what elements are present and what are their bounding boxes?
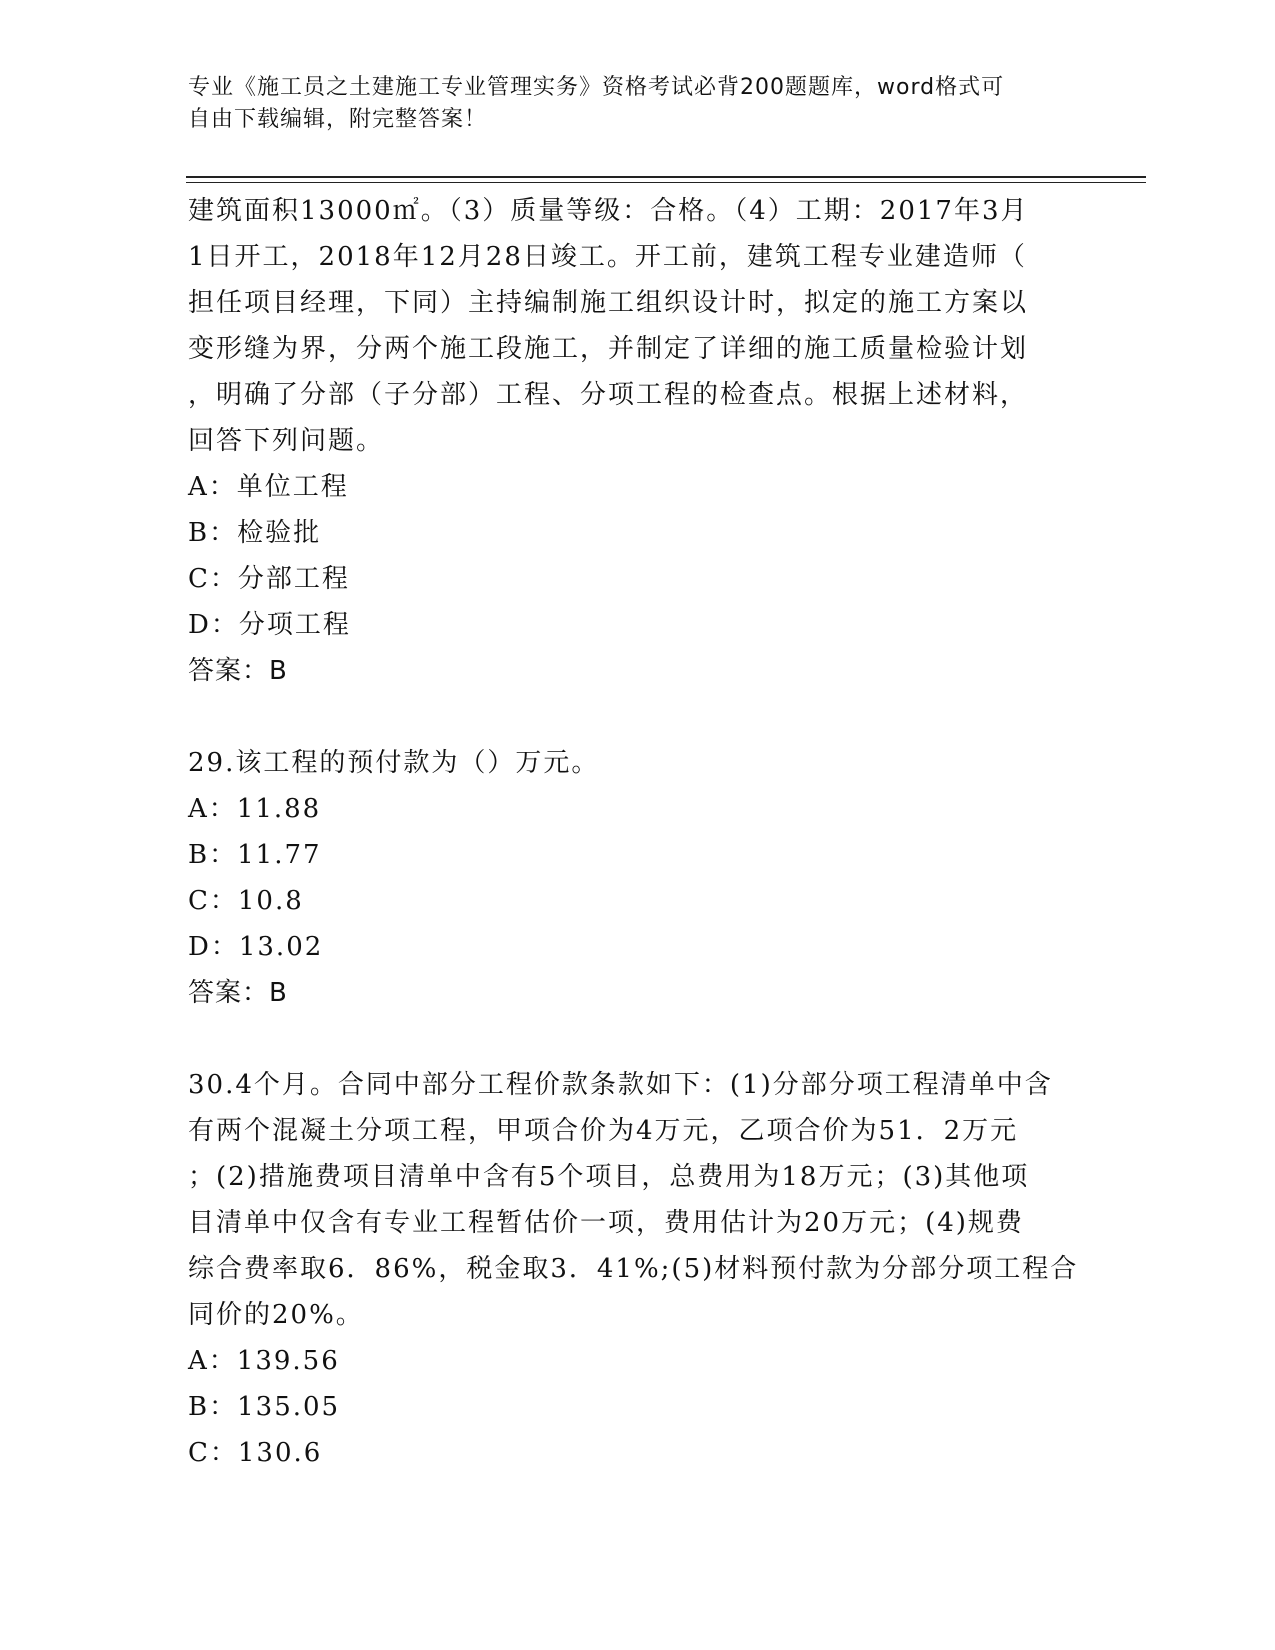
question-text-line: 29.该工程的预付款为（）万元。 [188,748,600,778]
question-text-line: 有两个混凝土分项工程，甲项合价为4万元，乙项合价为51．2万元 [188,1116,1019,1146]
question-text-line: 同价的20%。 [188,1300,364,1330]
answer-label: 答案：B [188,978,288,1008]
question-text-line: 担任项目经理，下同）主持编制施工组织设计时，拟定的施工方案以 [188,288,1029,318]
header-line-2: 自由下载编辑，附完整答案！ [188,107,488,132]
spacer [188,694,1088,740]
option-b: B：135.05 [188,1392,341,1422]
option-d: D：分项工程 [188,610,351,640]
question-28-block [188,188,1088,694]
document-body [188,188,1088,1476]
option-a: A：11.88 [188,794,322,824]
option-b: B：11.77 [188,840,322,870]
option-a: A：单位工程 [188,472,349,502]
question-text-line: 30.4个月。合同中部分工程价款条款如下：(1)分部分项工程清单中含 [188,1070,1053,1100]
header-rule-thick [186,176,1146,178]
question-text-line: 回答下列问题。 [188,426,385,456]
option-c: C：分部工程 [188,564,350,594]
option-a: A：139.56 [188,1346,340,1376]
option-c: C：10.8 [188,886,304,916]
header-rule-thin [186,182,1146,183]
question-text-line: 建筑面积13000㎡。（3）质量等级：合格。（4）工期：2017年3月 [188,196,1029,226]
question-text-line: 综合费率取6．86%，税金取3．41%;(5)材料预付款为分部分项工程合 [188,1254,1079,1284]
question-text-line: 变形缝为界，分两个施工段施工，并制定了详细的施工质量检验计划 [188,334,1029,364]
option-c: C：130.6 [188,1438,323,1468]
document-header [188,72,1088,136]
question-text-line: 1日开工，2018年12月28日竣工。开工前，建筑工程专业建造师（ [188,242,1027,272]
question-29-block [188,740,1088,1016]
question-30-block [188,1062,1088,1476]
option-d: D：13.02 [188,932,324,962]
header-line-1: 专业《施工员之土建施工专业管理实务》资格考试必背200题题库，word格式可 [188,75,1005,100]
question-text-line: ，明确了分部（子分部）工程、分项工程的检查点。根据上述材料， [188,380,1029,410]
question-text-line: 目清单中仅含有专业工程暂估价一项，费用估计为20万元；(4)规费 [188,1208,1024,1238]
spacer [188,1016,1088,1062]
option-b: B：检验批 [188,518,322,548]
answer-label: 答案：B [188,656,288,686]
question-text-line: ；(2)措施费项目清单中含有5个项目，总费用为18万元；(3)其他项 [188,1162,1030,1192]
